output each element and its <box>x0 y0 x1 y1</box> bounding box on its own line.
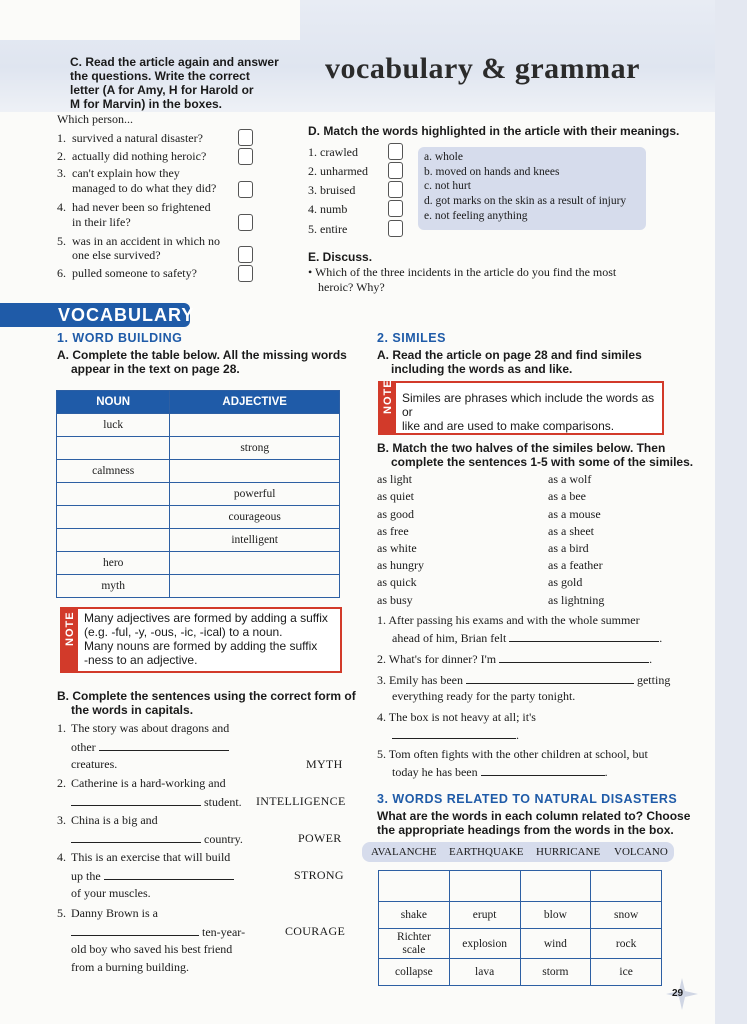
b-s1-line3: creatures. <box>71 757 118 771</box>
word-hurricane: HURRICANE <box>536 846 601 858</box>
simile-blank-2[interactable] <box>499 651 649 663</box>
section-e-heading: E. Discuss. <box>308 250 373 264</box>
b-cap-myth: MYTH <box>306 757 343 771</box>
disasters-instruction: What are the words in each column related to? Choose the appropriate headings from the words in the box. <box>377 809 691 837</box>
d-meaning-d: d. got marks on the skin as a result of injury <box>424 195 627 207</box>
b-s3-line2: country. <box>71 831 243 847</box>
noun-cell: luck <box>57 414 170 437</box>
simile-right-6: as a feather <box>548 558 603 572</box>
simile-blank-3[interactable] <box>466 672 634 684</box>
c-answer-box-2[interactable] <box>238 148 253 165</box>
vocabulary-banner-label: VOCABULARY <box>58 305 195 325</box>
b-blank-1[interactable] <box>99 739 229 751</box>
table-row <box>57 506 340 529</box>
c-item-2: actually did nothing heroic? <box>72 149 207 163</box>
adjective-cell: powerful <box>170 483 340 506</box>
simile-left-6: as hungry <box>377 558 424 572</box>
simile-left-5: as white <box>377 541 417 555</box>
similes-instruction-a: A. Read the article on page 28 and find similes including the words as and like. <box>377 348 642 376</box>
b-cap-strong: STRONG <box>294 868 344 882</box>
page-number: 29 <box>672 988 684 999</box>
table-cell: erupt <box>449 902 520 929</box>
c-num-4: 4. <box>57 200 66 214</box>
section-c-instruction: C. Read the article again and answer the questions. Write the correct letter (A for Amy, H for Harold or M for Marvin) in the boxes. <box>70 55 279 111</box>
b-s2-line2: student. <box>71 794 242 810</box>
simile-left-4: as free <box>377 524 409 538</box>
adjective-cell: courageous <box>170 506 340 529</box>
simile-right-7: as gold <box>548 575 583 589</box>
section-c-lead: Which person... <box>57 112 133 126</box>
table-cell: snow <box>591 902 662 929</box>
section-e-line1: • Which of the three incidents in the article do you find the most <box>308 265 617 279</box>
note-similes <box>378 381 664 435</box>
simile-right-5: as a bird <box>548 541 589 555</box>
table-row <box>57 437 340 460</box>
adjective-cell[interactable] <box>170 575 340 598</box>
note-tag: NOTE <box>62 609 78 671</box>
d-word-5: 5. entire <box>308 222 348 236</box>
similes-instruction-b: B. Match the two halves of the similes below. Then complete the sentences 1-5 with some of the similes. <box>377 441 694 469</box>
noun-cell[interactable] <box>57 506 170 529</box>
note-similes-text: Similes are phrases which include the words as or like and are used to make comparisons. <box>402 391 655 433</box>
b-cap-courage: COURAGE <box>285 924 346 938</box>
simile-left-3: as good <box>377 507 414 521</box>
noun-cell[interactable] <box>57 529 170 552</box>
table-row <box>57 552 340 575</box>
table-row <box>379 902 662 929</box>
heading-cell[interactable] <box>591 871 662 902</box>
disaster-word-box <box>362 842 674 862</box>
word-earthquake: EARTHQUAKE <box>449 846 524 858</box>
b-cap-intelligence: INTELLIGENCE <box>256 794 346 808</box>
b-num-2: 2. <box>57 776 66 790</box>
noun-cell: hero <box>57 552 170 575</box>
table-row <box>379 929 662 959</box>
c-item-4b: in their life? <box>72 215 131 229</box>
b-s4-line2: up the <box>71 868 234 884</box>
heading-cell[interactable] <box>449 871 520 902</box>
page-edge <box>715 0 747 1024</box>
d-meaning-e: e. not feeling anything <box>424 210 528 222</box>
part-b-instruction: B. Complete the sentences using the correct form of the words in capitals. <box>57 689 356 717</box>
b-num-4: 4. <box>57 850 66 864</box>
note-suffix-text: Many adjectives are formed by adding a suffix (e.g. -ful, -y, -ous, -ic, -ical) to a noun. Many nouns are formed by adding the suffix -ness to an adjective. <box>84 611 328 667</box>
table-cell: lava <box>449 959 520 986</box>
table-cell: shake <box>379 902 450 929</box>
simile-blank-5[interactable] <box>481 764 605 776</box>
noun-cell: myth <box>57 575 170 598</box>
adjective-cell: intelligent <box>170 529 340 552</box>
simile-s1b: ahead of him, Brian felt . <box>392 631 663 645</box>
simile-left-7: as quick <box>377 575 417 589</box>
b-blank-2[interactable] <box>71 794 201 806</box>
b-s2-line1: Catherine is a hard-working and <box>71 776 226 790</box>
simile-s2: 2. What's for dinner? I'm . <box>377 652 653 666</box>
b-num-3: 3. <box>57 813 66 827</box>
header-cutout <box>0 0 300 40</box>
d-word-1: 1. crawled <box>308 145 358 159</box>
disasters-table <box>378 870 662 986</box>
b-s5-line3: old boy who saved his best friend <box>71 942 233 956</box>
table-cell: rock <box>591 929 662 959</box>
d-word-2: 2. unharmed <box>308 164 368 178</box>
b-s3-line1: China is a big and <box>71 813 158 827</box>
note-tag: NOTE <box>380 383 396 433</box>
simile-s5a: 5. Tom often fights with the other children at school, but <box>377 747 648 761</box>
simile-s1a: 1. After passing his exams and with the whole summer <box>377 613 640 627</box>
c-num-1: 1. <box>57 131 66 145</box>
col-adjective: ADJECTIVE <box>170 391 340 414</box>
simile-left-8: as busy <box>377 593 413 607</box>
d-meaning-b: b. moved on hands and knees <box>424 166 560 178</box>
heading-cell[interactable] <box>379 871 450 902</box>
simile-left-1: as light <box>377 472 412 486</box>
c-item-1: survived a natural disaster? <box>72 131 203 145</box>
c-item-3a: can't explain how they <box>72 166 180 180</box>
c-item-4a: had never been so frightened <box>72 200 211 214</box>
table-cell: wind <box>520 929 591 959</box>
simile-s5b: today he has been . <box>392 765 608 779</box>
adjective-cell[interactable] <box>170 460 340 483</box>
adjective-cell[interactable] <box>170 552 340 575</box>
noun-cell[interactable] <box>57 483 170 506</box>
word-volcano: VOLCANO <box>614 846 668 858</box>
b-num-1: 1. <box>57 721 66 735</box>
b-s1-line2: other <box>71 739 229 755</box>
word-avalanche: AVALANCHE <box>371 846 437 858</box>
section-d-instruction: D. Match the words highlighted in the article with their meanings. <box>308 124 680 138</box>
b-s4-line3: of your muscles. <box>71 886 151 900</box>
table-row <box>57 483 340 506</box>
b-blank-3[interactable] <box>71 831 201 843</box>
c-answer-box-4[interactable] <box>238 214 253 231</box>
c-answer-box-5[interactable] <box>238 246 253 263</box>
table-cell: explosion <box>449 929 520 959</box>
adjective-cell: strong <box>170 437 340 460</box>
simile-s4-blank-line: . <box>392 727 519 743</box>
adjective-cell[interactable] <box>170 414 340 437</box>
c-item-3b: managed to do what they did? <box>72 181 217 195</box>
word-building-instruction: A. Complete the table below. All the missing words appear in the text on page 28. <box>57 348 347 376</box>
d-answer-box-1[interactable] <box>388 143 403 160</box>
d-answer-box-4[interactable] <box>388 200 403 217</box>
simile-s3c: everything ready for the party tonight. <box>392 689 576 703</box>
noun-cell: calmness <box>57 460 170 483</box>
c-item-6: pulled someone to safety? <box>72 266 197 280</box>
table-row <box>57 529 340 552</box>
simile-s3a: 3. Emily has been getting <box>377 673 671 687</box>
b-cap-power: POWER <box>298 831 342 845</box>
simile-right-4: as a sheet <box>548 524 594 538</box>
c-item-5b: one else survived? <box>72 248 161 262</box>
b-num-5: 5. <box>57 906 66 920</box>
c-answer-box-6[interactable] <box>238 265 253 282</box>
b-s5-line1: Danny Brown is a <box>71 906 158 920</box>
c-num-2: 2. <box>57 149 66 163</box>
d-word-4: 4. numb <box>308 202 348 216</box>
simile-s4: 4. The box is not heavy at all; it's <box>377 710 536 724</box>
c-answer-box-3[interactable] <box>238 181 253 198</box>
b-s1-line1: The story was about dragons and <box>71 721 230 735</box>
word-building-table <box>56 390 340 598</box>
col-noun: NOUN <box>57 391 170 414</box>
simile-right-3: as a mouse <box>548 507 601 521</box>
c-num-6: 6. <box>57 266 66 280</box>
noun-cell[interactable] <box>57 437 170 460</box>
page-title: vocabulary & grammar <box>325 52 640 85</box>
section-e-line2: heroic? Why? <box>318 280 385 294</box>
table-cell: Richter scale <box>379 929 450 959</box>
word-building-heading: 1. WORD BUILDING <box>57 331 183 345</box>
c-num-5: 5. <box>57 234 66 248</box>
c-num-3: 3. <box>57 166 66 180</box>
heading-cell[interactable] <box>520 871 591 902</box>
simile-right-8: as lightning <box>548 593 605 607</box>
table-row <box>379 959 662 986</box>
vocabulary-banner <box>0 303 195 327</box>
table-cell: collapse <box>379 959 450 986</box>
note-suffix <box>60 607 342 673</box>
simile-right-1: as a wolf <box>548 472 592 486</box>
disasters-heading: 3. WORDS RELATED TO NATURAL DISASTERS <box>377 792 678 806</box>
b-blank-4[interactable] <box>104 868 234 880</box>
c-item-5a: was in an accident in which no <box>72 234 220 248</box>
b-s4-line1: This is an exercise that will build <box>71 850 231 864</box>
simile-right-2: as a bee <box>548 489 586 503</box>
simile-left-2: as quiet <box>377 489 414 503</box>
table-cell: storm <box>520 959 591 986</box>
d-answer-box-3[interactable] <box>388 181 403 198</box>
d-meaning-a: a. whole <box>424 151 463 163</box>
simile-blank-4[interactable] <box>392 727 516 739</box>
d-answer-box-2[interactable] <box>388 162 403 179</box>
b-s5-line4: from a burning building. <box>71 960 189 974</box>
simile-blank-1[interactable] <box>509 630 659 642</box>
table-row <box>57 414 340 437</box>
table-cell: blow <box>520 902 591 929</box>
table-cell: ice <box>591 959 662 986</box>
d-answer-box-5[interactable] <box>388 220 403 237</box>
d-word-3: 3. bruised <box>308 183 356 197</box>
table-row <box>57 575 340 598</box>
table-row <box>57 460 340 483</box>
b-blank-5[interactable] <box>71 924 199 936</box>
similes-heading: 2. SIMILES <box>377 331 446 345</box>
c-answer-box-1[interactable] <box>238 129 253 146</box>
d-meaning-c: c. not hurt <box>424 180 471 192</box>
b-s5-line2: ten-year- <box>71 924 245 940</box>
